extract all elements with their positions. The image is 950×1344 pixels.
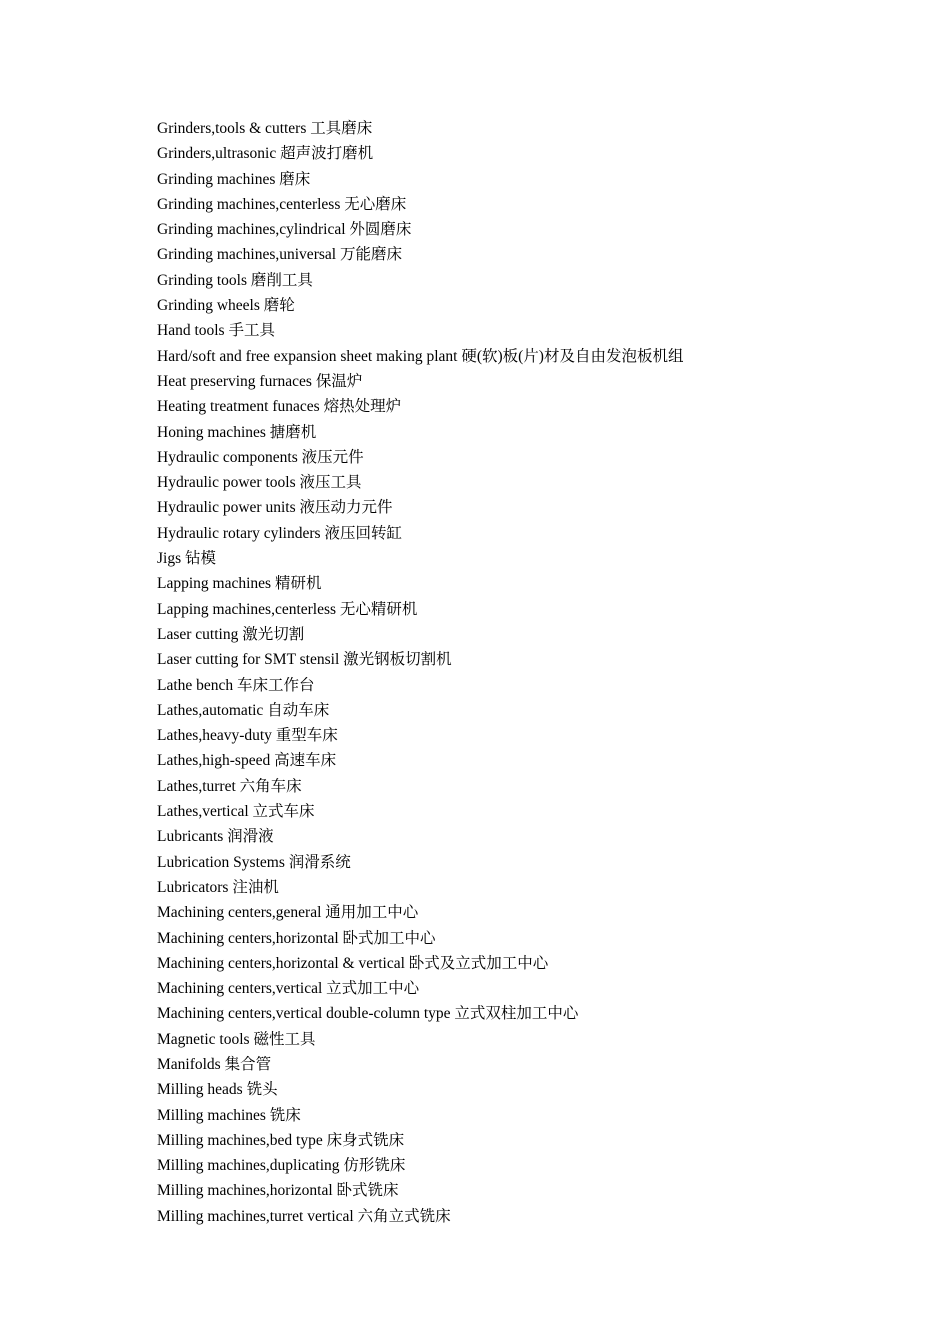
- entry-english-term: Grinders,tools & cutters: [157, 120, 307, 137]
- glossary-entry: [157, 698, 683, 723]
- entry-chinese-term: 超声波打磨机: [280, 145, 374, 163]
- glossary-entry: [157, 470, 683, 495]
- glossary-entry: [157, 192, 683, 217]
- entry-english-term: Magnetic tools: [157, 1030, 250, 1048]
- entry-chinese-term: 无心磨床: [344, 195, 407, 213]
- entry-english-term: Machining centers,vertical: [157, 980, 323, 998]
- entry-chinese-term: 卧式加工中心: [342, 929, 436, 947]
- glossary-entry: [157, 1027, 683, 1052]
- entry-english-term: Lathes,automatic: [157, 701, 264, 719]
- glossary-entry: [157, 1052, 683, 1077]
- entry-english-term: Milling machines: [157, 1106, 266, 1124]
- entry-english-term: Laser cutting: [157, 625, 239, 643]
- entry-english-term: Laser cutting for SMT stensil: [157, 651, 340, 669]
- glossary-entry: [157, 167, 683, 192]
- glossary-entry: [157, 799, 683, 824]
- entry-english-term: Lathes,vertical: [157, 803, 249, 821]
- entry-english-term: Grinding machines: [157, 170, 276, 188]
- entry-chinese-term: 熔热处理炉: [323, 398, 402, 416]
- entry-english-term: Lubricators: [157, 878, 229, 896]
- entry-chinese-term: 立式车床: [252, 803, 315, 821]
- entry-chinese-term: 集合管: [224, 1055, 272, 1073]
- entry-chinese-term: 六角车床: [239, 777, 302, 795]
- entry-english-term: Manifolds: [157, 1055, 221, 1073]
- entry-chinese-term: 通用加工中心: [325, 904, 419, 922]
- entry-english-term: Lathes,turret: [157, 777, 236, 795]
- entry-chinese-term: 铣床: [269, 1106, 301, 1124]
- entry-english-term: Honing machines: [157, 423, 266, 441]
- entry-english-term: Milling heads: [157, 1081, 243, 1099]
- entry-chinese-term: 卧式铣床: [336, 1182, 399, 1200]
- glossary-entry: [157, 1153, 683, 1178]
- glossary-entry: [157, 394, 683, 419]
- glossary-entry: [157, 976, 683, 1001]
- glossary-entry: [157, 571, 683, 596]
- entry-chinese-term: 高速车床: [274, 752, 337, 770]
- glossary-entry: [157, 217, 683, 242]
- entry-chinese-term: 万能磨床: [339, 246, 402, 264]
- glossary-entry: [157, 900, 683, 925]
- entry-chinese-term: 仿形铣床: [343, 1157, 406, 1175]
- entry-chinese-term: 外圆磨床: [349, 221, 412, 239]
- glossary-entry: [157, 116, 683, 141]
- entry-english-term: Milling machines,turret vertical: [157, 1207, 354, 1225]
- glossary-entry: [157, 673, 683, 698]
- entry-chinese-term: 保温炉: [315, 372, 363, 390]
- glossary-entry: [157, 318, 683, 343]
- entry-english-term: Machining centers,horizontal & vertical: [157, 954, 405, 972]
- entry-english-term: Grinders,ultrasonic: [157, 145, 277, 163]
- entry-english-term: Heating treatment funaces: [157, 398, 320, 416]
- glossary-entry: [157, 268, 683, 293]
- entry-english-term: Lathe bench: [157, 676, 234, 694]
- glossary-entry: [157, 1128, 683, 1153]
- entry-chinese-term: 磨削工具: [250, 271, 313, 289]
- entry-chinese-term: 手工具: [228, 322, 275, 340]
- entry-english-term: Grinding wheels: [157, 297, 260, 315]
- glossary-entry: [157, 344, 683, 369]
- entry-chinese-term: 激光钢板切割机: [343, 651, 452, 669]
- entry-english-term: Machining centers,general: [157, 904, 322, 922]
- entry-chinese-term: 液压元件: [301, 448, 364, 466]
- entry-english-term: Heat preserving furnaces: [157, 372, 312, 390]
- glossary-entry: [157, 647, 683, 672]
- entry-english-term: Milling machines,bed type: [157, 1131, 323, 1149]
- entry-chinese-term: 液压动力元件: [299, 499, 393, 517]
- entry-english-term: Hydraulic rotary cylinders: [157, 524, 321, 542]
- glossary-entry: [157, 1178, 683, 1203]
- entry-english-term: Lapping machines,centerless: [157, 600, 337, 618]
- entry-english-term: Hydraulic power tools: [157, 474, 296, 492]
- glossary-entry: [157, 546, 683, 571]
- entry-english-term: Lathes,high-speed: [157, 752, 271, 770]
- entry-chinese-term: 润滑系统: [288, 853, 351, 871]
- entry-chinese-term: 床身式铣床: [326, 1131, 405, 1149]
- glossary-entry: [157, 1204, 683, 1229]
- entry-english-term: Hydraulic components: [157, 448, 298, 466]
- entry-english-term: Grinding tools: [157, 271, 247, 289]
- entry-chinese-term: 重型车床: [275, 727, 338, 745]
- glossary-entry: [157, 1001, 683, 1026]
- entry-chinese-term: 磨床: [279, 170, 311, 188]
- glossary-entry: [157, 521, 683, 546]
- glossary-entry: [157, 369, 683, 394]
- entry-chinese-term: 精研机: [274, 575, 322, 593]
- glossary-entry: [157, 495, 683, 520]
- glossary-entry: [157, 597, 683, 622]
- entry-chinese-term: 立式加工中心: [326, 980, 420, 998]
- entry-english-term: Milling machines,horizontal: [157, 1182, 333, 1200]
- entry-english-term: Hard/soft and free expansion sheet making plant: [157, 347, 458, 365]
- glossary-list: [157, 116, 683, 1229]
- entry-chinese-term: 无心精研机: [339, 600, 418, 618]
- glossary-entry: [157, 723, 683, 748]
- entry-english-term: Milling machines,duplicating: [157, 1157, 340, 1175]
- entry-chinese-term: 钻模: [185, 550, 217, 568]
- entry-chinese-term: 液压工具: [299, 474, 362, 492]
- entry-english-term: Hydraulic power units: [157, 499, 296, 517]
- glossary-entry: [157, 824, 683, 849]
- entry-english-term: Machining centers,horizontal: [157, 929, 339, 947]
- glossary-entry: [157, 748, 683, 773]
- glossary-entry: [157, 875, 683, 900]
- entry-chinese-term: 搪磨机: [269, 423, 317, 441]
- entry-chinese-term: 工具磨床: [310, 120, 373, 137]
- entry-english-term: Hand tools: [157, 322, 225, 340]
- entry-chinese-term: 注油机: [232, 878, 279, 896]
- entry-chinese-term: 液压回转缸: [324, 524, 402, 542]
- glossary-entry: [157, 1103, 683, 1128]
- entry-english-term: Grinding machines,centerless: [157, 195, 341, 213]
- glossary-entry: [157, 774, 683, 799]
- entry-chinese-term: 硬(软)板(片)材及自由发泡板机组: [461, 347, 684, 365]
- glossary-entry: [157, 850, 683, 875]
- entry-chinese-term: 激光切割: [242, 625, 305, 643]
- entry-chinese-term: 润滑液: [227, 828, 274, 846]
- entry-chinese-term: 磁性工具: [253, 1030, 316, 1048]
- entry-chinese-term: 立式双柱加工中心: [454, 1005, 579, 1023]
- glossary-entry: [157, 622, 683, 647]
- entry-chinese-term: 铣头: [246, 1081, 278, 1099]
- entry-chinese-term: 六角立式铣床: [357, 1207, 451, 1225]
- entry-chinese-term: 自动车床: [267, 701, 330, 719]
- glossary-entry: [157, 293, 683, 318]
- glossary-entry: [157, 951, 683, 976]
- glossary-entry: [157, 141, 683, 166]
- entry-chinese-term: 卧式及立式加工中心: [408, 954, 549, 972]
- entry-english-term: Jigs: [157, 550, 182, 568]
- entry-english-term: Lubrication Systems: [157, 853, 285, 871]
- entry-english-term: Machining centers,vertical double-column type: [157, 1005, 451, 1023]
- entry-english-term: Lubricants: [157, 828, 224, 846]
- entry-chinese-term: 车床工作台: [237, 676, 315, 694]
- glossary-entry: [157, 420, 683, 445]
- entry-chinese-term: 磨轮: [263, 297, 295, 315]
- glossary-entry: [157, 445, 683, 470]
- entry-english-term: Grinding machines,cylindrical: [157, 221, 346, 239]
- entry-english-term: Lathes,heavy-duty: [157, 727, 272, 745]
- glossary-entry: [157, 926, 683, 951]
- glossary-entry: [157, 1077, 683, 1102]
- glossary-entry: [157, 242, 683, 267]
- entry-english-term: Lapping machines: [157, 575, 272, 593]
- entry-english-term: Grinding machines,universal: [157, 246, 337, 264]
